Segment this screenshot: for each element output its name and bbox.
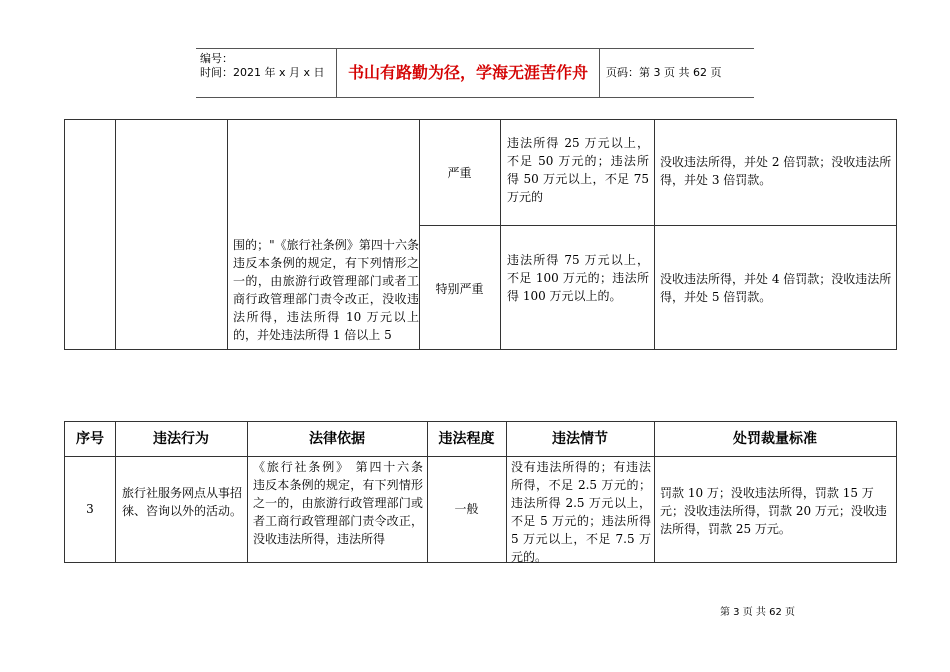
header-meta <box>196 49 336 97</box>
circumstance-cell: 违法所得 25 万元以上，不足 50 万元的；违法所得 50 万元以上，不足 75 万元的 <box>507 136 649 204</box>
row-divider <box>419 225 896 226</box>
legal-basis-cell: 围的；"《旅行社条例》第四十六条 违反本条例的规定，有下列情形之一的，由旅游行政管理部门或者工商行政管理部门责令改正，没收违法所得，违法所得 10 万元以上的，并处违法所得 1 倍以上 5 <box>233 238 435 342</box>
page-header <box>196 48 754 98</box>
col-header-circumstance: 违法情节 <box>552 431 608 447</box>
col-header-basis: 法律依据 <box>309 431 365 447</box>
degree-cell: 严重 <box>447 166 472 180</box>
degree-cell: 一般 <box>454 502 479 516</box>
time-label: 时间：2021 年 x 月 x 日 <box>200 66 325 79</box>
circumstance-cell: 没有违法所得的；有违法所得，不足 2.5 万元的；违法所得 2.5 万元以上，不足 5 万元的；违法所得 5 万元以上，不足 7.5 万元的。 <box>511 460 651 564</box>
penalty-table <box>64 421 897 563</box>
page-footer: 第 3 页 共 62 页 <box>720 607 795 618</box>
penalty-cell: 罚款 10 万；没收违法所得，罚款 15 万元；没收违法所得，罚款 20 万元；没收违法所得，罚款 25 万元。 <box>660 486 887 536</box>
col-header-no: 序号 <box>76 431 104 447</box>
serial-label: 编号： <box>200 52 233 65</box>
header-divider <box>65 456 896 457</box>
table-continued <box>64 119 897 350</box>
col-divider <box>227 120 228 349</box>
degree-cell: 特别严重 <box>435 282 484 296</box>
col-divider <box>654 120 655 349</box>
row-number: 3 <box>86 502 94 516</box>
penalty-cell: 没收违法所得，并处 4 倍罚款；没收违法所得，并处 5 倍罚款。 <box>660 272 892 304</box>
legal-basis-cell: 《旅行社条例》 第四十六条 违反本条例的规定，有下列情形之一的，由旅游行政管理部门或者工商行政管理部门责令改正，没收违法所得，违法所得 <box>253 460 436 546</box>
col-header-penalty: 处罚裁量标准 <box>733 431 817 447</box>
circumstance-cell: 违法所得 75 万元以上，不足 100 万元的；违法所得 100 万元以上的。 <box>507 253 649 303</box>
violation-act: 旅行社服务网点从事招徕、咨询以外的活动。 <box>122 486 243 518</box>
penalty-cell: 没收违法所得，并处 2 倍罚款；没收违法所得，并处 3 倍罚款。 <box>660 155 892 187</box>
col-divider <box>500 120 501 349</box>
header-motto: 书山有路勤为径，学海无涯苦作舟 <box>336 49 600 97</box>
col-header-act: 违法行为 <box>153 431 209 447</box>
col-divider <box>115 120 116 349</box>
col-divider <box>419 120 420 349</box>
col-header-degree: 违法程度 <box>438 431 495 447</box>
header-page-code: 页码：第 3 页 共 62 页 <box>606 66 722 79</box>
